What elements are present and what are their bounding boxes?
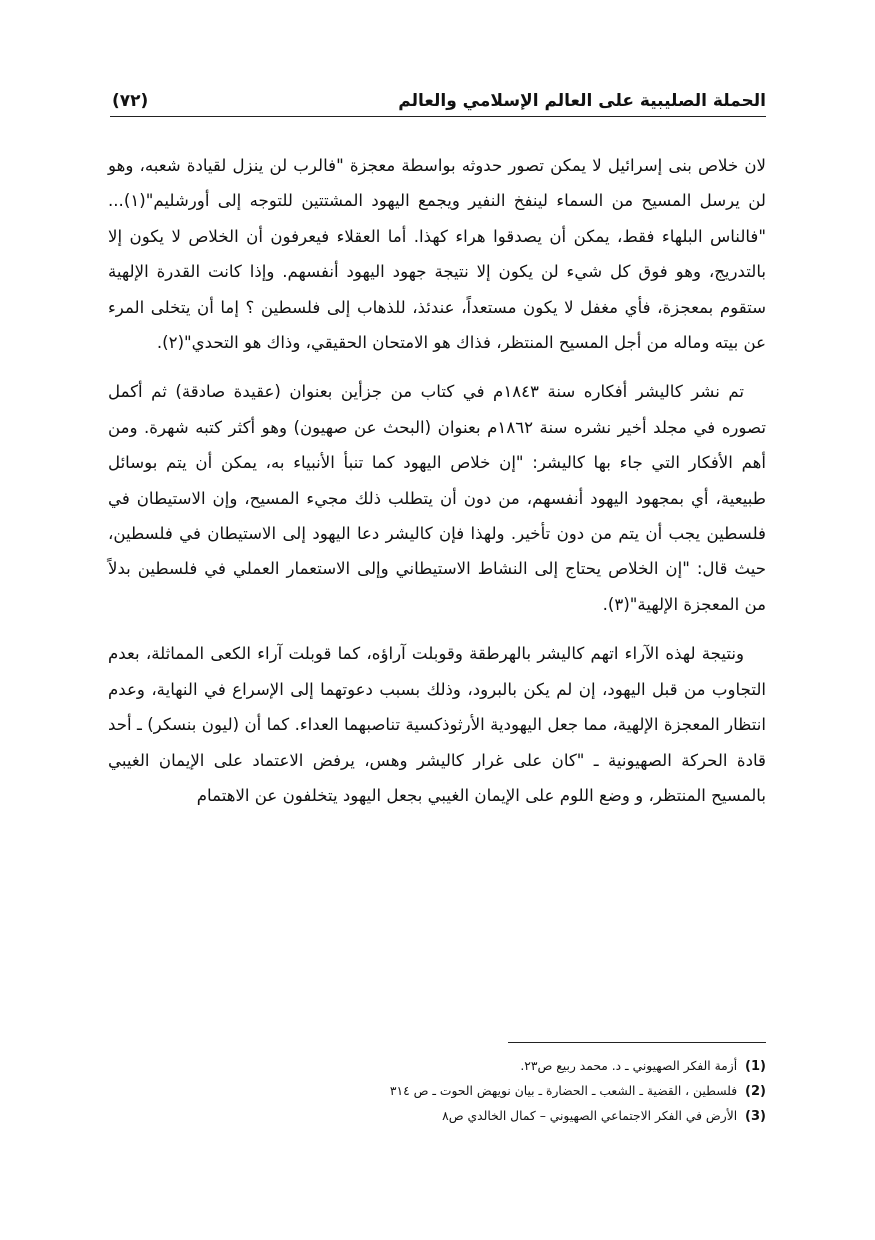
footnote-text: الأرض في الفكر الاجتماعي الصهيوني – كمال الخالدي ص٨ (442, 1109, 738, 1123)
page-header (112, 86, 766, 116)
footnote-mark: (1) (745, 1059, 766, 1074)
footnote-3 (200, 1104, 766, 1129)
running-title: الحملة الصليبية على العالم الإسلامي والعالم (398, 91, 766, 111)
paragraph-3: ونتيجة لهذه الآراء اتهم كاليشر بالهرطقة وقوبلت آراؤه، كما قوبلت آراء الكعى المماثلة، بعدم التجاوب من قبل اليهود، إن لم يكن بالبرود، وذلك بسبب دعوتهما إلى الإسراع في النهاية، وعدم انتظار المعجزة الإلهية، مما جعل اليهودية الأرثوذكسية تناصبهما العداء. كما أن (ليون بنسكر) ـ أحد قادة الحركة الصهيونية ـ "كان على غرار كاليشر وهس، يرفض الاعتماد على الإيمان الغيبي بالمسيح المنتظر، و وضع اللوم على الإيمان الغيبي بجعل اليهود يتخلفون عن الاهتمام (108, 644, 766, 805)
footnote-1 (200, 1054, 766, 1079)
footnote-text: أزمة الفكر الصهيوني ـ د. محمد ربيع ص٢٣. (520, 1059, 738, 1073)
paragraph-2: تم نشر كاليشر أفكاره سنة ١٨٤٣م في كتاب من جزأين بعنوان (عقيدة صادقة) ثم أكمل تصوره في مجلد أخير نشره سنة ١٨٦٢م بعنوان (البحث عن صهيون) وهو أكثر كتبه شهرة. ومن أهم الأفكار التي جاء بها كاليشر: "إن خلاص اليهود كما تنبأ الأنبياء به، يمكن أن يتم بوسائل طبيعية، أي بمجهود اليهود أنفسهم، من دون أن يتطلب ذلك مجيء المسيح، وإن الاستيطان في فلسطين يجب أن يتم من دون تأخير. ولهذا فإن كاليشر دعا اليهود إلى الاستيطان في فلسطين، حيث قال: "إن الخلاص يحتاج إلى النشاط الاستيطاني وإلى الاستعمار العملي في فلسطين بدلاً من المعجزة الإلهية"(٣). (108, 382, 766, 614)
footnote-2 (200, 1079, 766, 1104)
footnote-mark: (2) (745, 1084, 766, 1099)
footnote-divider (508, 1042, 766, 1043)
footnotes (200, 1054, 766, 1129)
footnote-mark: (3) (745, 1109, 766, 1124)
footnote-text: فلسطين ، القضية ـ الشعب ـ الحضارة ـ بيان نويهض الحوت ـ ص ٣١٤ (389, 1084, 738, 1098)
paragraph-1: لان خلاص بنى إسرائيل لا يمكن تصور حدوثه بواسطة معجزة "فالرب لن ينزل لقيادة شعبه، وهو لن يرسل المسيح من السماء لينفخ النفير ويجمع اليهود المشتتين للتوجه إلى أورشليم"(١)... "فالناس البلهاء فقط، يمكن أن يصدقوا هراء كهذا. أما العقلاء فيعرفون أن الخلاص لا يكون إلا بالتدريج، وهو فوق كل شيء لن يكون إلا نتيجة جهود اليهود أنفسهم. وإذا كانت القدرة الإلهية ستقوم بمعجزة، فأي مغفل لا يكون مستعداً، عندئذ، للذهاب إلى فلسطين ؟ إما أن يتخلى المرء عن بيته وماله من أجل المسيح المنتظر، فذاك هو الامتحان الحقيقي، وذاك هو التحدي"(٢). (108, 156, 766, 353)
body-text (108, 148, 766, 827)
page-number: (٧٢) (112, 91, 149, 111)
header-divider (110, 116, 766, 117)
